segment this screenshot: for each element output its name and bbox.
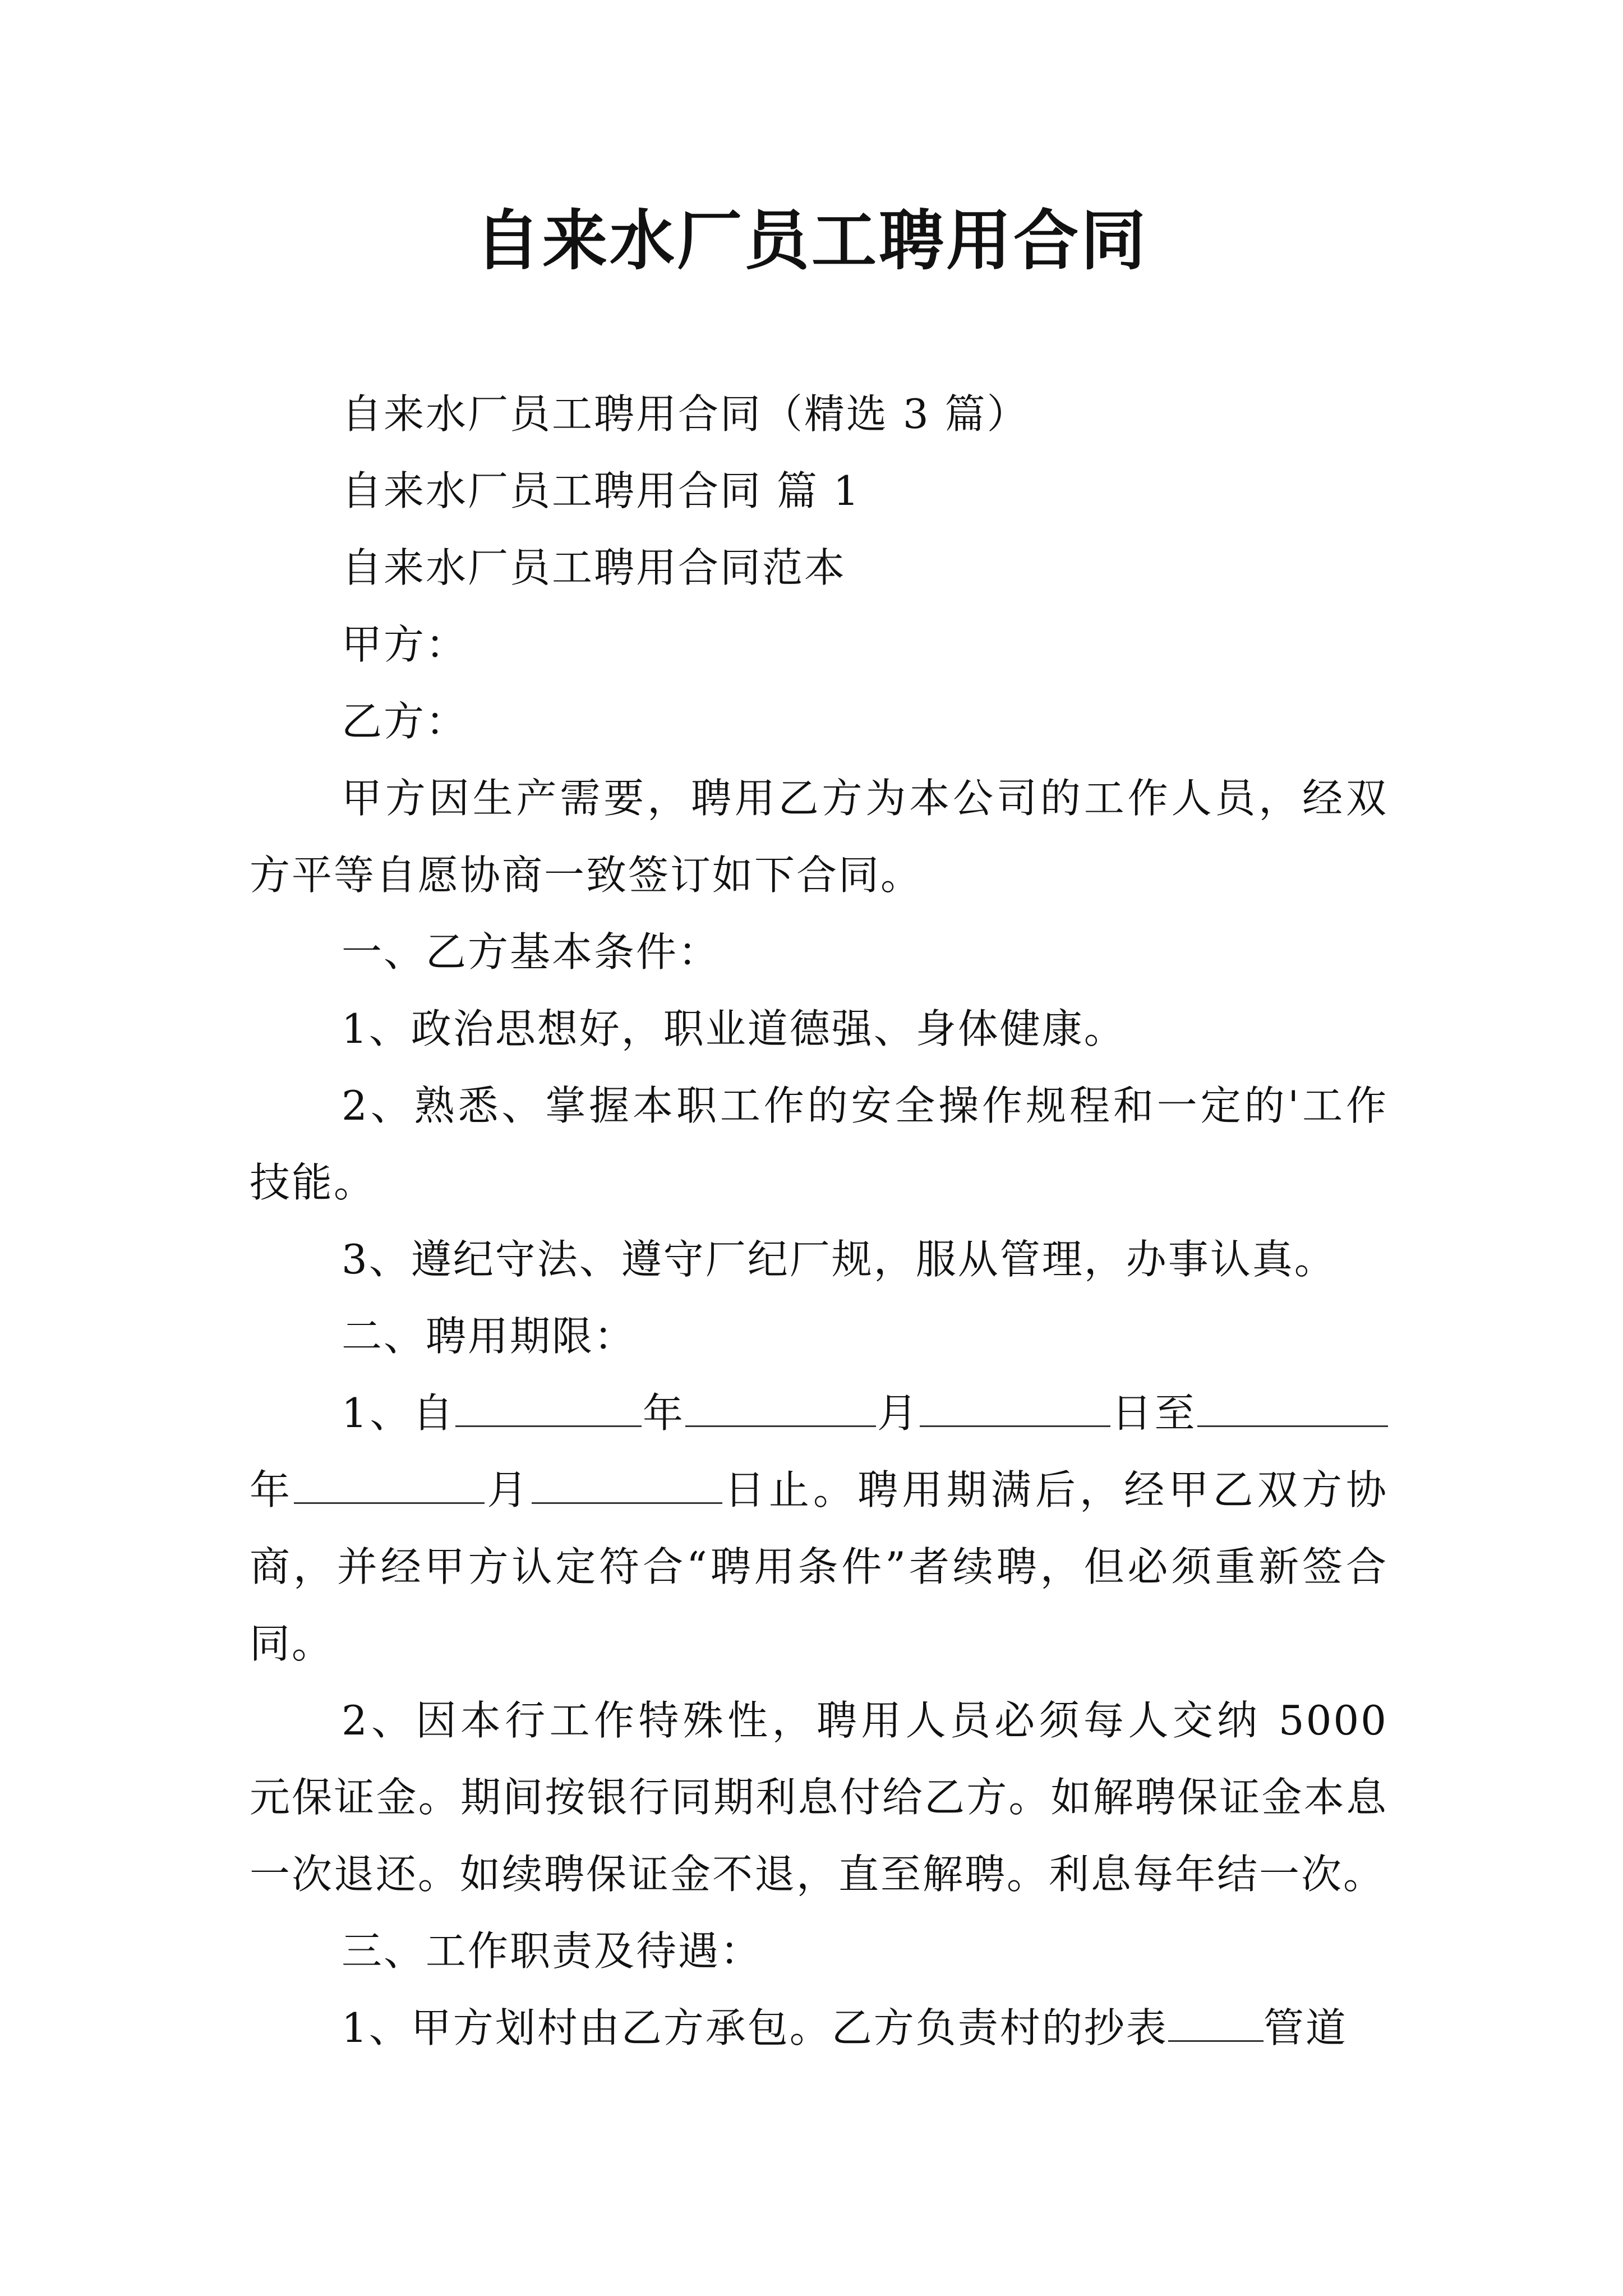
section-2-heading: 二、聘用期限： [342,1313,637,1360]
section-3-item-1 [250,1990,1388,2067]
text-fragment: 日止。聘用期满后，经甲乙双方协商，并经甲方认定符合“聘用条件”者续聘，但必须重新签合同。 [250,1466,1388,1667]
part-heading: 自来水厂员工聘用合同 篇 1 [342,467,861,514]
section-1-item-1: 1、政治思想好，职业道德强、身体健康。 [342,1005,1126,1052]
text-fragment: 月 [485,1466,532,1513]
section-2-item-1 [250,1375,1388,1682]
fill-blank [1168,2007,1264,2042]
text-fragment: 年 [642,1389,686,1437]
intro-line: 自来水厂员工聘用合同（精选 3 篇） [342,390,1029,438]
fill-blank-day [920,1392,1110,1427]
text-fragment: 1、自 [342,1389,456,1437]
text-fragment: 1、甲方划村由乙方承包。乙方负责村的抄表 [342,2004,1168,2051]
text-fragment: 日至 [1110,1389,1197,1437]
preamble-paragraph: 甲方因生产需要，聘用乙方为本公司的工作人员，经双方平等自愿协商一致签订如下合同。 [250,775,1388,899]
fill-blank-end-month [294,1469,485,1504]
document-body [250,376,1388,2067]
party-a-line: 甲方： [342,621,468,668]
text-fragment: 年 [250,1466,294,1513]
section-1-item-3: 3、遵纪守法、遵守厂纪厂规，服从管理，办事认真。 [342,1236,1336,1283]
fill-blank-end-day [532,1469,722,1504]
section-2-item-2: 2、因本行工作特殊性，聘用人员必须每人交纳 5000 元保证金。期间按银行同期利息付给乙方。如解聘保证金本息一次退还。如续聘保证金不退，直至解聘。利息每年结一次。 [250,1697,1388,1898]
sample-heading: 自来水厂员工聘用合同范本 [342,544,847,591]
party-b-line: 乙方： [342,698,468,745]
section-3-heading: 三、工作职责及待遇： [342,1927,763,1975]
fill-blank-month [685,1392,876,1427]
document-title: 自来水厂员工聘用合同 [475,203,1148,279]
text-fragment: 月 [876,1389,920,1437]
text-fragment: 管道 [1263,2004,1348,2051]
fill-blank-year [455,1392,642,1427]
fill-blank-end-year [1197,1392,1388,1427]
section-1-heading: 一、乙方基本条件： [342,928,721,976]
section-1-item-2: 2、熟悉、掌握本职工作的安全操作规程和一定的'工作技能。 [250,1082,1388,1206]
